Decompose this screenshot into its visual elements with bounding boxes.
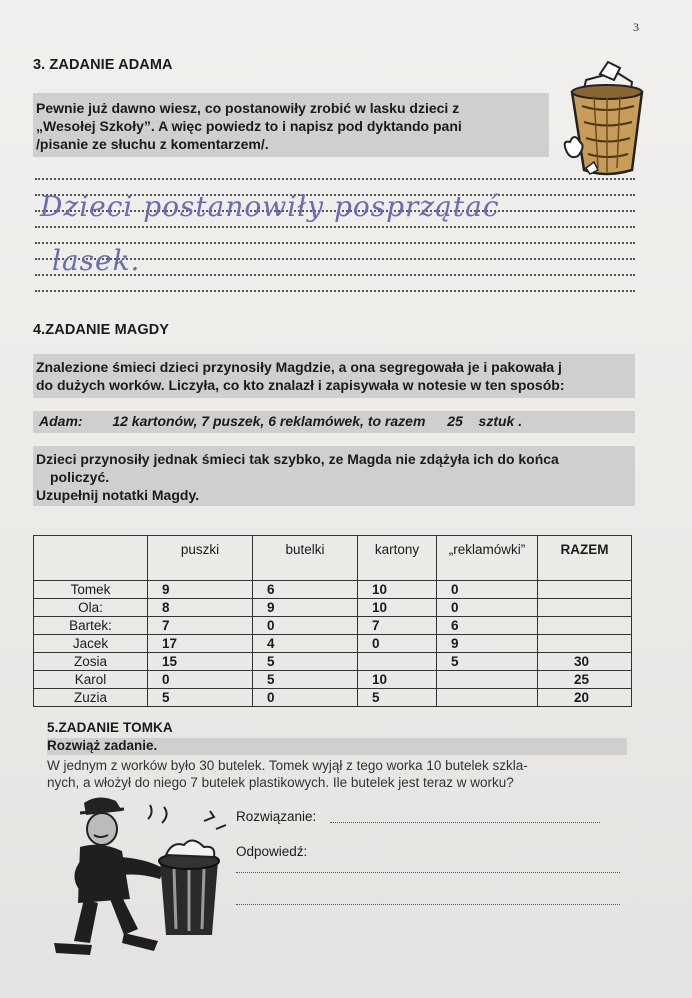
table-cell: 6 (437, 617, 538, 635)
section4-example-box (33, 411, 635, 433)
table-cell: 15 (148, 653, 253, 671)
table-cell (538, 581, 632, 599)
table-cell: 25 (538, 671, 632, 689)
table-cell: 4 (253, 635, 358, 653)
table-cell: 9 (148, 581, 253, 599)
table-cell: 10 (358, 581, 437, 599)
section4-task-box (33, 446, 635, 506)
table-cell: 0 (253, 689, 358, 707)
table-header-cell: kartony (358, 536, 437, 581)
section4-intro-line: do dużych worków. Liczyła, co kto znalazł i zapisywała w notesie w ten sposób: (36, 377, 565, 393)
table-row (34, 617, 632, 635)
table-cell: 0 (358, 635, 437, 653)
page-number: 3 (633, 20, 639, 34)
table-cell: 10 (358, 599, 437, 617)
table-row (34, 635, 632, 653)
table-header-cell: puszki (148, 536, 253, 581)
table-cell (358, 653, 437, 671)
section5-subtitle-box (47, 738, 627, 755)
table-cell: 0 (148, 671, 253, 689)
table-row (34, 599, 632, 617)
trash-count-table (33, 535, 632, 707)
section4-title: 4.ZADANIE MAGDY (33, 322, 170, 338)
section3-prompt-line: „Wesołej Szkoły”. A więc powiedz to i napisz pod dyktando pani (36, 118, 462, 134)
table-cell: Tomek (34, 581, 148, 599)
section5-problem (47, 757, 528, 791)
section4-intro-line: Znalezione śmieci dzieci przynosiły Magdzie, a ona segregowała je i pakowała j (36, 359, 562, 375)
table-cell: 0 (437, 581, 538, 599)
table-cell: 5 (358, 689, 437, 707)
section3-prompt-box (33, 93, 549, 157)
section4-intro-box (33, 354, 635, 398)
table-cell: 5 (148, 689, 253, 707)
table-cell: Bartek: (34, 617, 148, 635)
example-total: 25 (447, 413, 463, 429)
section5-title: 5.ZADANIE TOMKA (47, 720, 173, 735)
table-cell: 8 (148, 599, 253, 617)
table-cell: 9 (253, 599, 358, 617)
section5-problem-line: nych, a włożył do niego 7 butelek plastikowych. Ile butelek jest teraz w worku? (47, 775, 514, 790)
answer-input-line[interactable] (236, 904, 620, 905)
section5-subtitle: Rozwiąż zadanie. (47, 738, 158, 753)
answer-label: Odpowiedź: (236, 844, 308, 859)
table-cell: 6 (253, 581, 358, 599)
table-row (34, 689, 632, 707)
table-cell: 5 (253, 653, 358, 671)
example-unit: sztuk . (478, 413, 523, 429)
table-header-cell: „reklamówki” (437, 536, 538, 581)
table-header-row (34, 536, 632, 581)
example-items: 12 kartonów, 7 puszek, 6 reklamówek, to razem (112, 413, 426, 429)
table-cell (437, 689, 538, 707)
answer-input-line[interactable] (236, 872, 620, 873)
table-cell: 9 (437, 635, 538, 653)
section3-prompt-line: /pisanie ze słuchu z komentarzem/. (36, 136, 269, 152)
example-name: Adam: (39, 413, 83, 429)
section4-task-line: policzyć. (50, 469, 110, 485)
table-cell: 7 (148, 617, 253, 635)
handwritten-answer-line: Dzieci postanowiły posprzątać (40, 190, 500, 223)
table-header-cell: butelki (253, 536, 358, 581)
table-row (34, 671, 632, 689)
solution-input-line[interactable] (330, 822, 600, 823)
boy-with-trash-bin-icon (40, 795, 240, 960)
section3-title: 3. ZADANIE ADAMA (33, 57, 173, 73)
table-header-cell: RAZEM (538, 536, 632, 581)
table-cell: Karol (34, 671, 148, 689)
table-cell: 0 (437, 599, 538, 617)
table-cell: Zosia (34, 653, 148, 671)
table-cell: 10 (358, 671, 437, 689)
table-cell: 7 (358, 617, 437, 635)
table-cell: 5 (437, 653, 538, 671)
section4-task-line: Dzieci przynosiły jednak śmieci tak szybko, ze Magda nie zdążyła ich do końca (36, 451, 559, 467)
table-header-cell (34, 536, 148, 581)
table-row (34, 653, 632, 671)
table-cell: Jacek (34, 635, 148, 653)
table-cell (538, 617, 632, 635)
solution-label: Rozwiązanie: (236, 809, 317, 824)
table-row (34, 581, 632, 599)
table-cell: Zuzia (34, 689, 148, 707)
section5-problem-line: W jednym z worków było 30 butelek. Tomek wyjął z tego worka 10 butelek szkla- (47, 758, 528, 773)
section4-task-line: Uzupełnij notatki Magdy. (36, 487, 200, 503)
table-cell (538, 635, 632, 653)
section3-prompt-line: Pewnie już dawno wiesz, co postanowiły zrobić w lasku dzieci z (36, 100, 460, 116)
table-cell: 17 (148, 635, 253, 653)
table-cell: 5 (253, 671, 358, 689)
trash-bin-icon (560, 58, 650, 183)
handwritten-answer-line: lasek. (52, 244, 141, 277)
table-cell: 30 (538, 653, 632, 671)
table-cell: 20 (538, 689, 632, 707)
table-cell: Ola: (34, 599, 148, 617)
table-cell (538, 599, 632, 617)
table-cell: 0 (253, 617, 358, 635)
table-cell (437, 671, 538, 689)
